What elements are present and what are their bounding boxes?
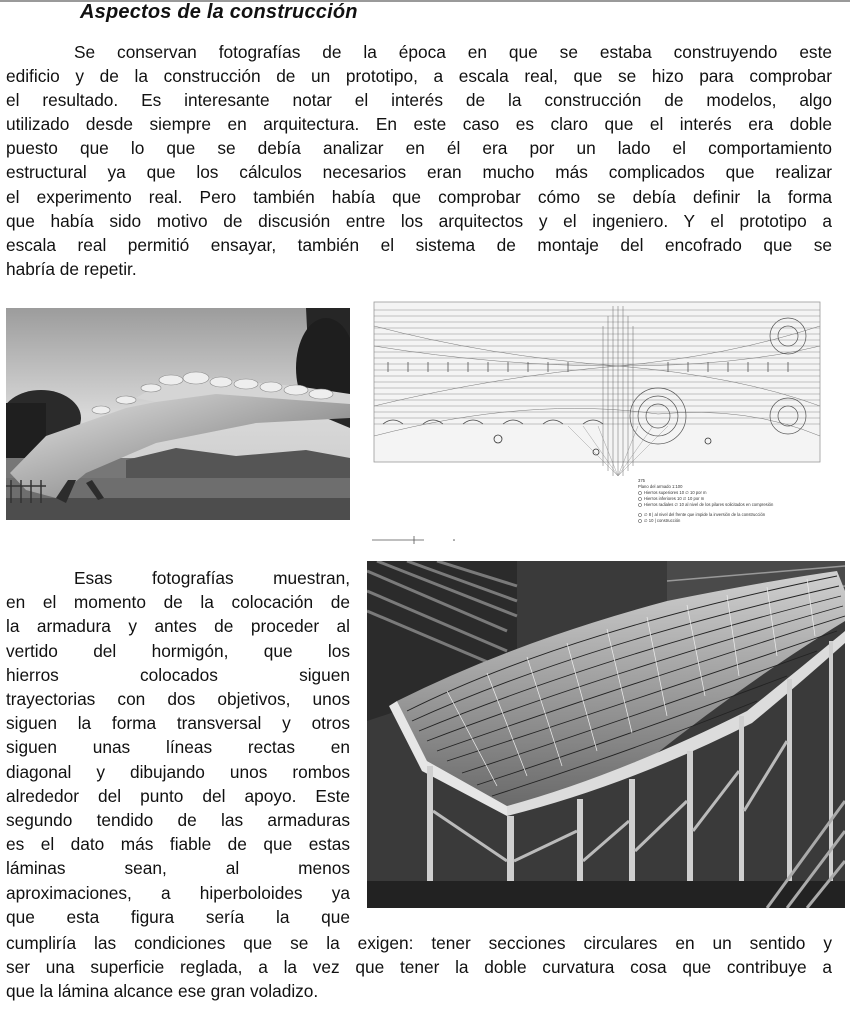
intro-line: utilizado desde siempre en arquitectura. En este caso es claro que el interés era doble <box>6 114 832 135</box>
column-line: siguen la forma transversal y otros <box>6 713 350 734</box>
closing-paragraph <box>6 931 832 1004</box>
column-line: segundo tendido de las armaduras <box>6 810 350 831</box>
intro-line: estructural ya que los cálculos necesarios eran mucho más complicados que realizar <box>6 162 832 183</box>
intro-line: puesto que lo que se debía analizar en él era por un lado el comportamiento <box>6 138 832 159</box>
plan-legend-item: Hierros superiores 10 ∅ 10 por m <box>644 490 707 495</box>
plan-legend-item: Hierros inferiores 10 ∅ 10 por m <box>644 496 705 501</box>
column-line: siguen unas líneas rectas en <box>6 737 350 758</box>
plan-legend-item: ∅ 8 | al nivel del frente que impide la inversión de la construcción <box>644 512 766 517</box>
plan-legend-title: Plano del armado 1:100 <box>638 484 683 489</box>
column-line: vertido del hormigón, que los <box>6 640 350 661</box>
intro-line: Se conservan fotografías de la época en que se estaba construyendo este <box>74 42 832 62</box>
column-line: Esas fotografías muestran, <box>74 568 350 588</box>
plan-legend-item: ∅ 10 | construcción <box>644 518 681 523</box>
column-line: es el dato más fiable de que estas <box>6 834 350 855</box>
intro-line: el resultado. Es interesante notar el interés de la construcción de modelos, algo <box>6 90 832 111</box>
tail-line: ser una superficie reglada, a la vez que tener la doble curvatura cosa que contribuye a <box>6 957 832 978</box>
column-line: láminas sean, al menos <box>6 858 350 879</box>
intro-line: escala real permitió ensayar, también el sistema de montaje del encofrado que se <box>6 234 832 255</box>
column-line: en el momento de la colocación de <box>6 592 350 613</box>
prototype-photo <box>6 308 350 520</box>
section-heading: Aspectos de la construcción <box>80 1 358 23</box>
column-line: alrededor del punto del apoyo. Este <box>6 785 350 806</box>
column-paragraph <box>6 566 350 929</box>
plan-legend-number: 375 <box>638 478 645 483</box>
intro-line: el experimento real. Pero también había que comprobar cómo se debía definir la forma <box>6 186 832 207</box>
column-line: hierros colocados siguen <box>6 664 350 685</box>
reinforcement-plan-drawing <box>368 296 834 548</box>
column-line: diagonal y dibujando unos rombos <box>6 761 350 782</box>
intro-line: edificio y de la construcción de un prototipo, a escala real, que se hizo para comprobar <box>6 66 832 87</box>
intro-line: que había sido motivo de discusión entre los arquitectos y el ingeniero. Y el prototipo a <box>6 210 832 231</box>
column-line: aproximaciones, a hiperboloides ya <box>6 882 350 903</box>
column-line: que esta figura sería la que <box>6 906 350 927</box>
intro-paragraph <box>6 40 832 281</box>
tail-line: cumpliría las condiciones que se la exigen: tener secciones circulares en un sentido y <box>6 933 832 953</box>
intro-line: habría de repetir. <box>6 258 137 279</box>
plan-legend-item: Hierros radiales ∅ 10 al nivel de los pilares solicitados en compresión <box>644 502 774 507</box>
column-line: trayectorias con dos objetivos, unos <box>6 689 350 710</box>
formwork-reinforcement-photo <box>367 561 845 908</box>
column-line: la armadura y antes de proceder al <box>6 616 350 637</box>
tail-line: que la lámina alcance ese gran voladizo. <box>6 981 319 1002</box>
